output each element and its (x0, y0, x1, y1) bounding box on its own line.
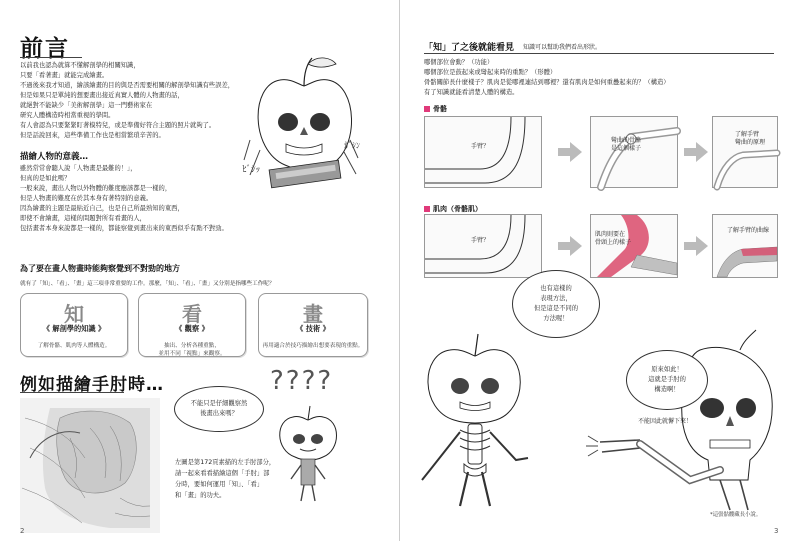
caption-line: 請一起來看看描繪這個「手肘」部 (175, 470, 270, 477)
section3-title: 例如描繪手肘時… (20, 375, 164, 395)
title-underline (20, 57, 82, 58)
box-desc: 再用適合於技巧描繪出想要表現的重點。 (262, 343, 364, 349)
bones-panel-2 (590, 116, 678, 188)
arrow-right-icon (558, 142, 582, 162)
bubble-text: 也有這樣的 表現方法， 但是這是不同的 方法喔！ (533, 285, 579, 322)
section1-line: 但是人物畫的難度在於其本身有著特別的意義。 (20, 195, 153, 202)
intro-line: 就絕對不能缺少「美術解剖學」這一門藝術家在 (20, 102, 153, 109)
box-technique (258, 293, 368, 357)
right-header-sub: 知識可以幫助我們看出形狀。 (523, 44, 602, 51)
elbow-sketch (20, 398, 160, 533)
section3-underline (20, 392, 124, 393)
apple-skull-illustration (240, 40, 370, 190)
panel-note: 了解手臂的曲線 (727, 227, 770, 234)
panel-note: 彎曲的骨骼 是這個樣子 (611, 137, 642, 152)
caption-line: 左圖是第172頁素描的左手肘部分， (175, 459, 276, 466)
bones-panel-1 (424, 116, 542, 188)
section2-text: 就有了「知」、「看」、「畫」這三項非常重要的工作。那麼，「知」、「看」、「畫」又分別是指哪些工作呢？ (20, 281, 275, 287)
panel-note: 肌肉則要在 骨頭上的樣子 (595, 231, 632, 246)
panel-note: 手臂？ (471, 237, 490, 244)
intro-line: 但是如果只是單純的想要畫出接近真實人體的人物畫的話， (20, 92, 184, 99)
box-observation (138, 293, 246, 357)
muscles-panel-3 (712, 214, 778, 278)
box-char: 知 (64, 302, 84, 326)
apple-skeleton-illustration (420, 320, 530, 510)
arm-outline-icon (425, 215, 541, 277)
section1-line: 雖然常常會聽人說「人物畫是最難的！」， (20, 165, 137, 172)
question-line: 骨骼關節長什麼樣子？肌肉是從哪裡連結到哪裡？還有肌肉是如何重疊起來的？（構造） (424, 79, 670, 86)
section2-title: 為了要在畫人物畫時能夠察覺到不對勁的地方 (20, 264, 180, 273)
intro-line: 以前我也認為就算不懂解剖學的相關知識， (20, 62, 140, 69)
intro-line: 只要「看著畫」就能完成繪畫。 (20, 72, 109, 79)
intro-line: 但是話說回來，這些準備工作也是相當繁瑣辛苦的。 (20, 132, 165, 139)
muscles-panel-2 (590, 214, 678, 278)
intro-line: 研究人體構造時相當重視的學問。 (20, 112, 115, 119)
panel-note: 了解手臂 彎曲的原理 (735, 131, 766, 146)
box-label: 《 觀察 》 (175, 324, 209, 333)
page-title: 前言 (20, 36, 70, 62)
speech-bubble-2 (626, 350, 708, 410)
row-muscles-label: 肌肉（骨骼肌） (424, 204, 482, 214)
question-marks: ???? (270, 366, 334, 396)
caption-line: 和「畫」的功夫。 (175, 492, 226, 499)
right-header-rule (424, 53, 774, 54)
box-knowledge (20, 293, 128, 357)
section1-line: 因為繪畫的主題是最貼近自己，也是自己所最熟知的東西， (20, 205, 184, 212)
box-desc: 了解骨骼、肌肉等人體構造。 (37, 343, 111, 349)
panel-note: 手臂？ (471, 143, 490, 150)
caption-line: 分時，要如何運用「知」、「看」 (175, 481, 264, 488)
intro-line: 有人會認為只要緊緊盯著模特兒，或是準備好符合主題的照片就夠了。 (20, 122, 216, 129)
question-line: 哪個部位是鼓起來或彎起來時的重點？（形體） (424, 69, 557, 76)
right-page (400, 0, 800, 541)
bubble-text: 不能只是仔細觀察然 後畫出來嗎？ (190, 400, 248, 417)
arrow-right-icon (684, 142, 708, 162)
arrow-right-icon (684, 236, 708, 256)
section1-line: 一般來說，畫出人物以外物體的難度應該都是一樣的， (20, 185, 172, 192)
right-header-title: 「知」了之後就能看見 (424, 43, 515, 53)
exclaim-text: 不能因此就懈下來！ (638, 418, 693, 425)
box-desc: 抽出、分析各種重點， 並用不同「視點」來觀察。 (158, 343, 226, 357)
section1-line: 即使不會繪畫，這樣的問題對所有看畫的人， (20, 215, 146, 222)
box-label: 《 解剖學的知識 》 (42, 324, 106, 333)
muscles-panel-1 (424, 214, 542, 278)
arm-outline-icon (425, 117, 541, 187)
arm-bone-icon (713, 117, 777, 187)
section1-line: 但真的是如此嗎？ (20, 175, 71, 182)
question-line: 哪個部位會動？（功能） (424, 59, 494, 66)
speech-bubble (174, 386, 264, 432)
section1-line: 包括畫者本身來說都是一樣的，都能察覺到畫出來的東西似乎有點不對勁。 (20, 225, 228, 232)
row-bones-label: 骨骼 (424, 104, 447, 114)
bones-panel-3 (712, 116, 778, 188)
box-char: 畫 (303, 302, 323, 326)
arrow-right-icon (558, 236, 582, 256)
footnote: *這張骷髏藏長小說。 (710, 512, 762, 518)
svg-text:ﾋﾞｼｯ: ﾋﾞｼｯ (242, 165, 261, 175)
question-line: 有了知識就能看清楚人體的構造。 (424, 89, 519, 96)
page-number: 3 (774, 527, 779, 535)
section1-title: 描繪人物的意義… (20, 152, 89, 162)
box-label: 《 技術 》 (296, 324, 330, 333)
apple-character (275, 395, 345, 505)
box-char: 看 (182, 302, 202, 326)
bubble-text: 原來如此！ 這就是手肘的 構造啊！ (648, 366, 686, 393)
svg-text:ｶﾞｼﾝ: ｶﾞｼﾝ (344, 141, 360, 150)
page-number: 2 (20, 527, 25, 535)
intro-line: 不過後來我才知道，繪該繪畫的目的與是否需要相關的解剖學知識有些誤差， (20, 82, 235, 89)
